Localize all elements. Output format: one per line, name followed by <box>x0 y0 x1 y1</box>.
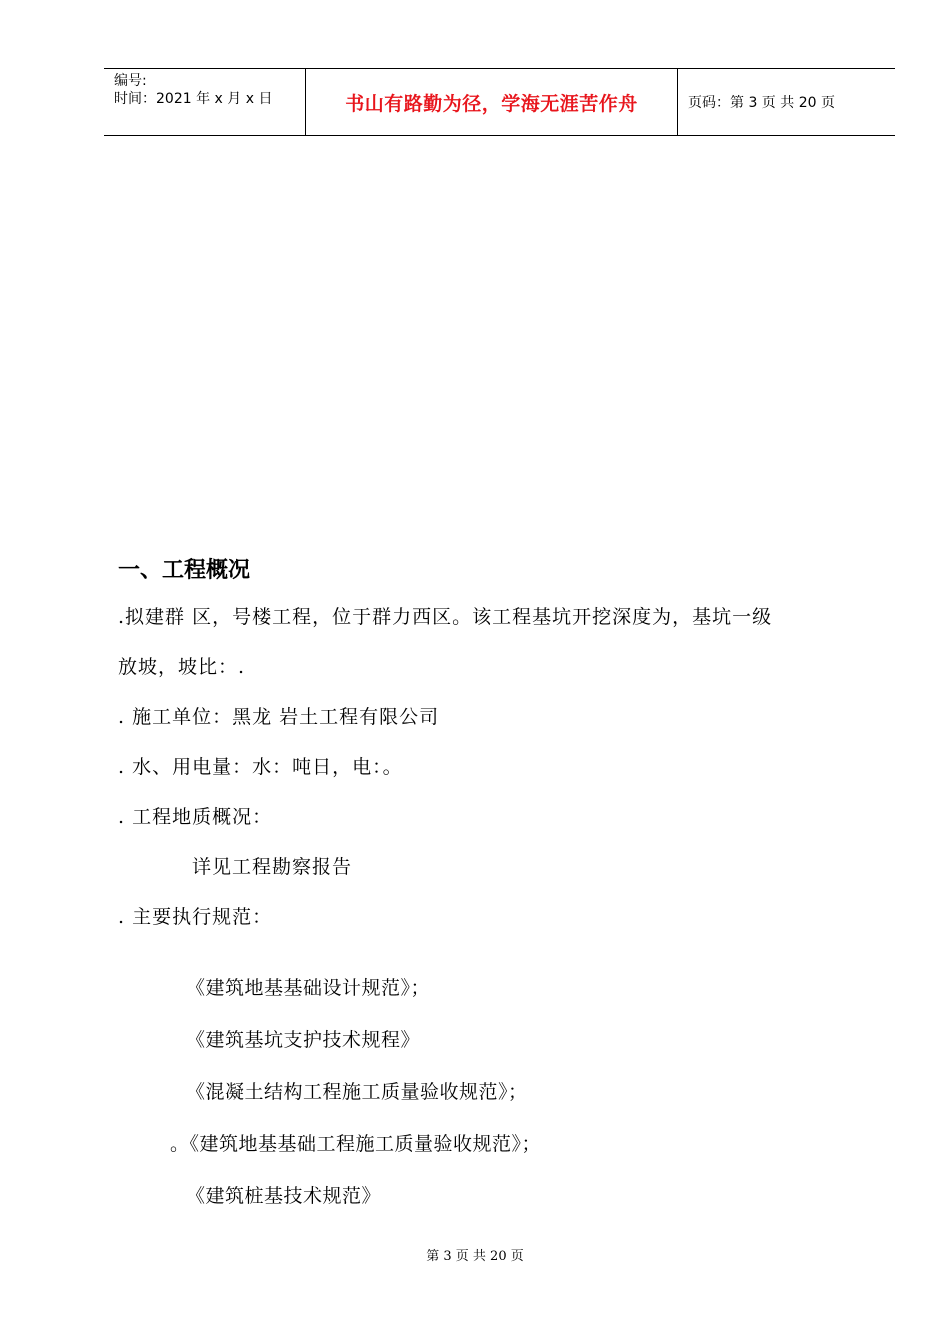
page-footer: 第 3 页 共 20 页 <box>426 1249 524 1264</box>
list-item: 《建筑桩基技术规范》 <box>186 1185 382 1207</box>
page-header <box>104 68 895 136</box>
list-item: 。《建筑地基基础工程施工质量验收规范》； <box>170 1133 542 1155</box>
paragraph-slope-ratio: 放坡，坡比：. <box>118 656 246 678</box>
list-item: 《混凝土结构工程施工质量验收规范》； <box>186 1081 528 1103</box>
paragraph-water-power: . 水、用电量：水：吨日，电：。 <box>118 756 403 778</box>
header-page-number: 页码：第 3 页 共 20 页 <box>688 95 835 111</box>
document-body <box>118 550 888 1222</box>
serial-number-label: 编号: <box>114 73 147 89</box>
section-title: 一、工程概况 <box>118 558 251 583</box>
list-item: 《建筑基坑支护技术规程》 <box>186 1029 421 1051</box>
list-item: 《建筑地基基础设计规范》； <box>186 977 431 999</box>
paragraph-geology-detail: 详见工程勘察报告 <box>192 856 353 878</box>
standards-list <box>118 962 888 1222</box>
paragraph-project-location: .拟建群 区，号楼工程，位于群力西区。该工程基坑开挖深度为，基坑一级 <box>118 606 773 628</box>
header-motto: 书山有路勤为径，学海无涯苦作舟 <box>306 69 678 135</box>
date-label: 时间：2021 年 x 月 x 日 <box>114 91 273 107</box>
header-meta <box>104 69 306 135</box>
paragraph-geology-heading: . 工程地质概况： <box>118 806 273 828</box>
paragraph-contractor: . 施工单位：黑龙 岩土工程有限公司 <box>118 706 440 728</box>
paragraph-standards-heading: . 主要执行规范： <box>118 906 273 928</box>
